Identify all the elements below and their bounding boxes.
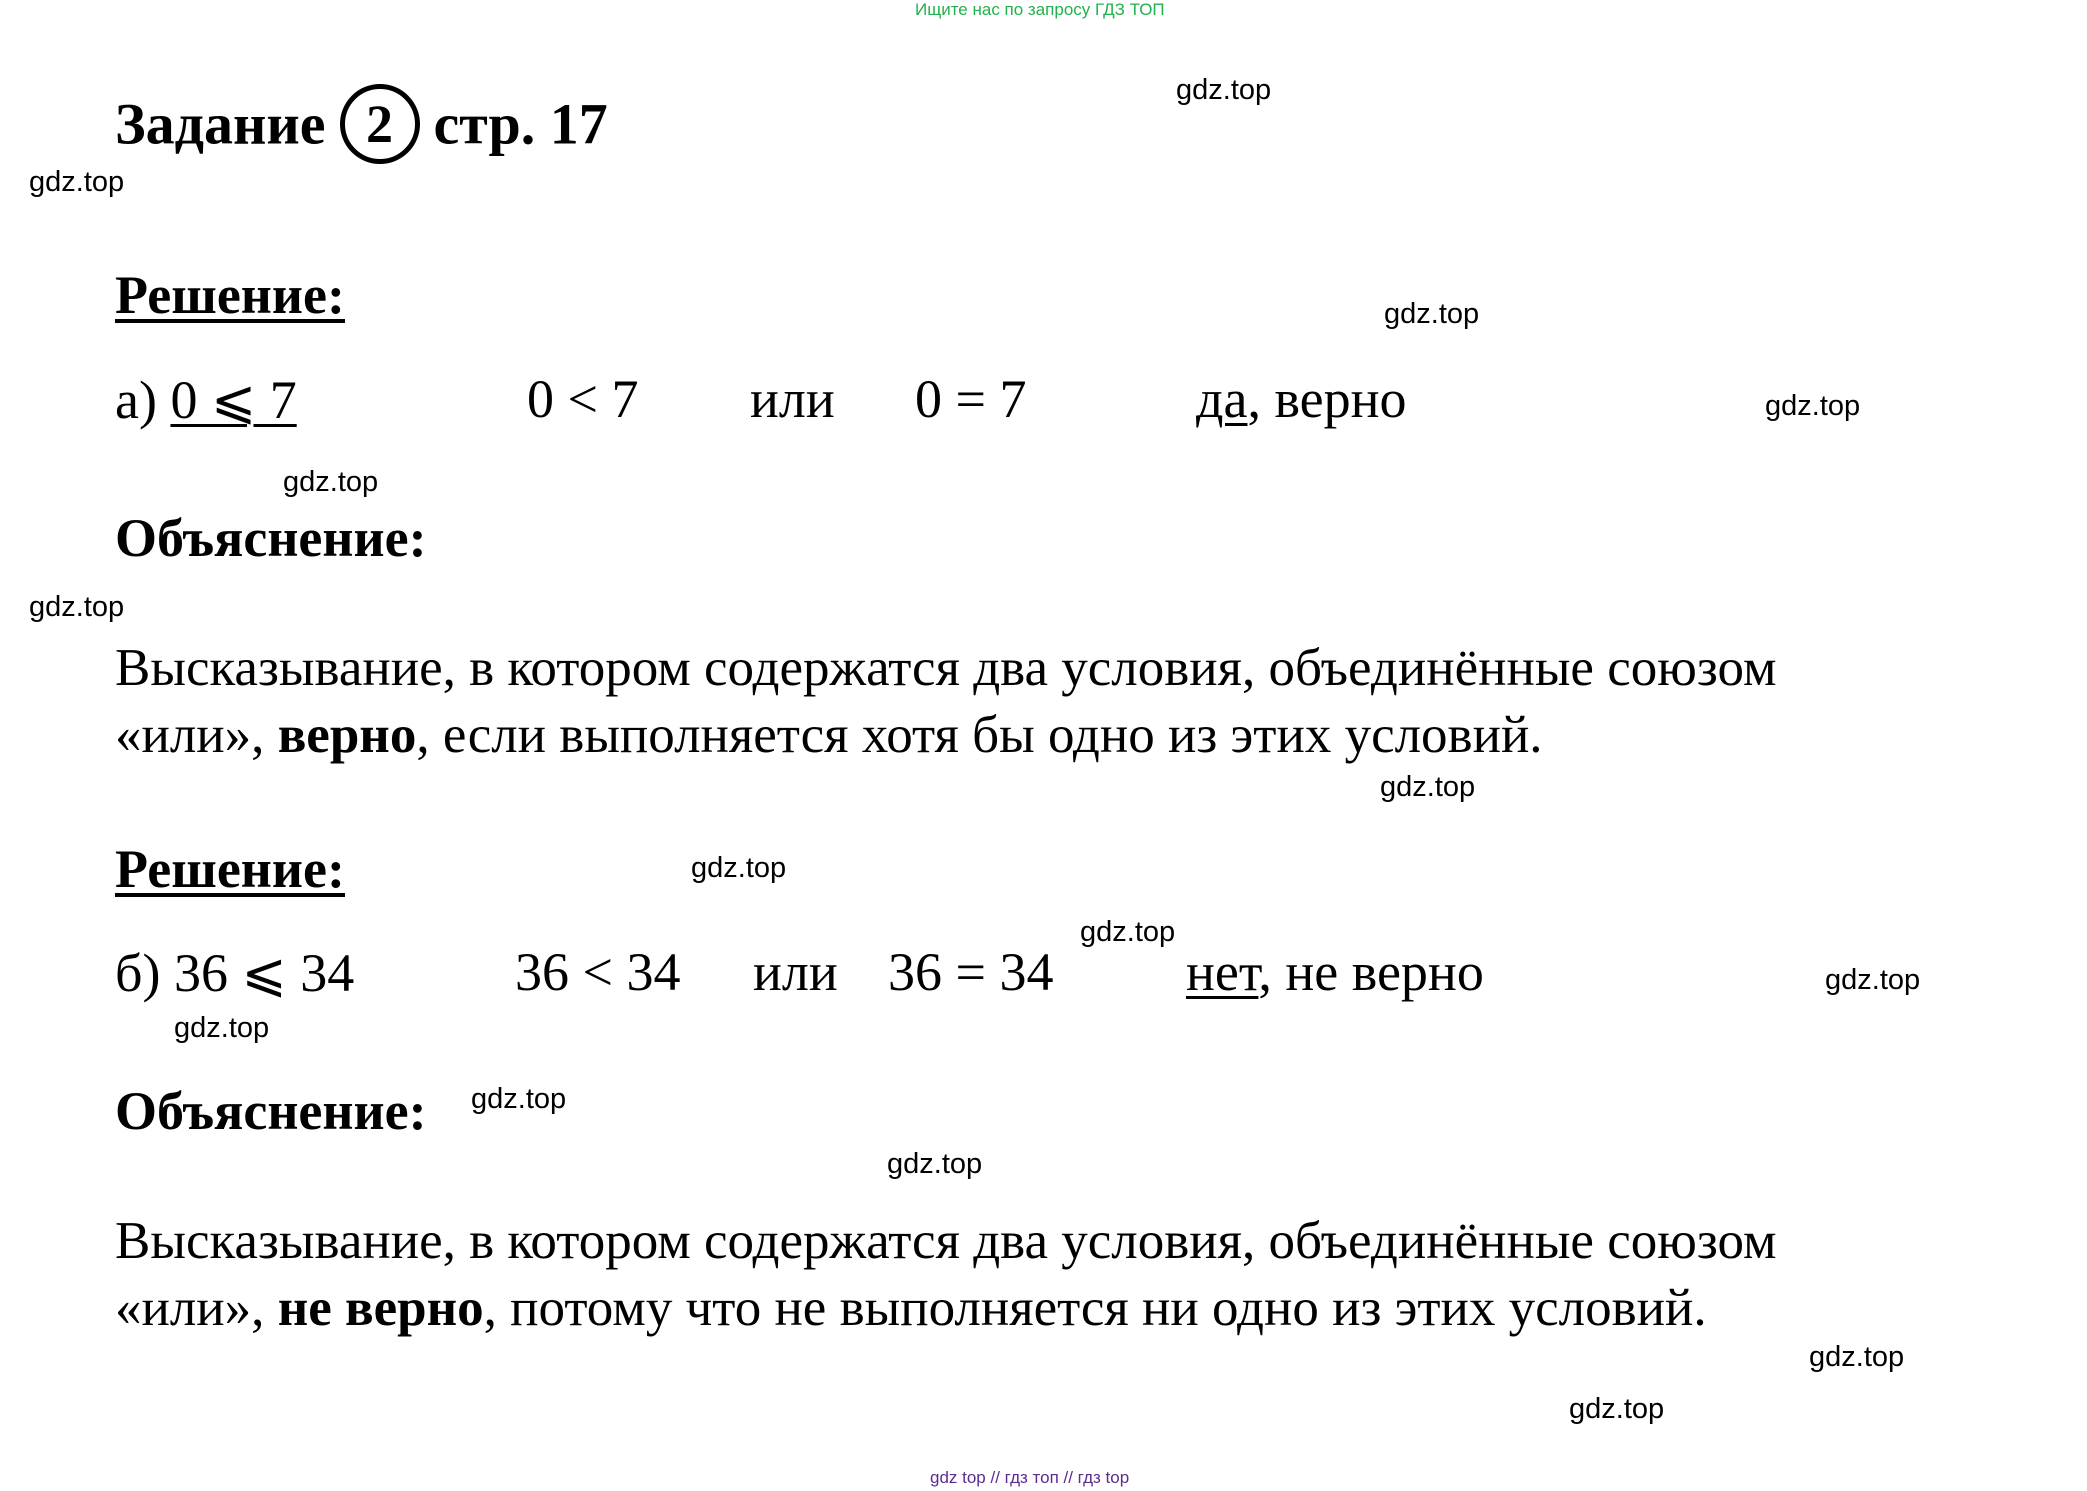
case2-b: 36 = 34: [888, 942, 1054, 1002]
explanation-line2-start-a: «или»,: [115, 706, 278, 764]
explanation-bold-a: верно: [277, 706, 417, 764]
search-banner: Ищите нас по запросу ГДЗ ТОП: [915, 0, 1165, 19]
watermark: gdz.top: [29, 591, 125, 623]
footer-links: gdz top // гдз топ // гдз top: [930, 1468, 1130, 1487]
explanation-text-a: [115, 635, 1776, 769]
watermark: gdz.top: [1765, 390, 1861, 422]
answer-b: [1186, 941, 1484, 1003]
explanation-heading-b: Объяснение:: [115, 1081, 427, 1141]
or-a: или: [750, 369, 835, 429]
watermark: gdz.top: [1380, 771, 1476, 803]
answer-rest-a: , верно: [1247, 369, 1407, 429]
solution-heading-b: Решение:: [115, 839, 345, 899]
task-title: [115, 90, 608, 170]
watermark: gdz.top: [1176, 74, 1272, 106]
watermark: gdz.top: [1080, 916, 1176, 948]
expression-b: 36 ⩽ 34: [173, 943, 355, 1003]
watermark: gdz.top: [1384, 298, 1480, 330]
solution-label-a: [115, 368, 297, 431]
answer-rest-b: , не верно: [1258, 942, 1484, 1002]
watermark: gdz.top: [691, 852, 787, 884]
expression-a: 0 ⩽ 7: [170, 370, 297, 430]
watermark: gdz.top: [887, 1148, 983, 1180]
watermark: gdz.top: [1809, 1341, 1905, 1373]
watermark: gdz.top: [1569, 1393, 1665, 1425]
explanation-line2-b: [115, 1275, 1776, 1342]
explanation-line1-a: Высказывание, в котором содержатся два условия, объединённые союзом: [115, 639, 1777, 697]
watermark: gdz.top: [174, 1012, 270, 1044]
watermark: gdz.top: [29, 166, 125, 198]
explanation-line2-a: [115, 702, 1776, 769]
explanation-line2-end-a: , если выполняется хотя бы одно из этих условий.: [416, 706, 1543, 764]
answer-word-a: да: [1196, 369, 1248, 429]
case2-a: 0 = 7: [915, 369, 1027, 429]
solution-label-b: [115, 941, 354, 1004]
explanation-line2-end-b: , потому что не выполняется ни одно из этих условий.: [483, 1279, 1707, 1337]
explanation-line1-b: Высказывание, в котором содержатся два условия, объединённые союзом: [115, 1212, 1777, 1270]
case1-b: 36 < 34: [515, 942, 681, 1002]
solution-heading-a: Решение:: [115, 265, 345, 325]
task-title-prefix: Задание: [115, 91, 326, 157]
explanation-text-b: [115, 1208, 1776, 1342]
task-title-suffix: стр. 17: [433, 91, 608, 157]
watermark: gdz.top: [283, 466, 379, 498]
explanation-bold-b: не верно: [277, 1279, 484, 1337]
explanation-heading-a: Объяснение:: [115, 508, 427, 568]
explanation-line2-start-b: «или»,: [115, 1279, 278, 1337]
answer-word-b: нет: [1186, 942, 1259, 1002]
case1-a: 0 < 7: [527, 369, 639, 429]
part-label-b: б): [115, 943, 161, 1003]
answer-a: [1196, 368, 1407, 430]
watermark: gdz.top: [1825, 964, 1921, 996]
part-label-a: а): [115, 370, 157, 430]
watermark: gdz.top: [471, 1083, 567, 1115]
or-b: или: [753, 942, 838, 1002]
task-number-circle: 2: [340, 84, 420, 164]
